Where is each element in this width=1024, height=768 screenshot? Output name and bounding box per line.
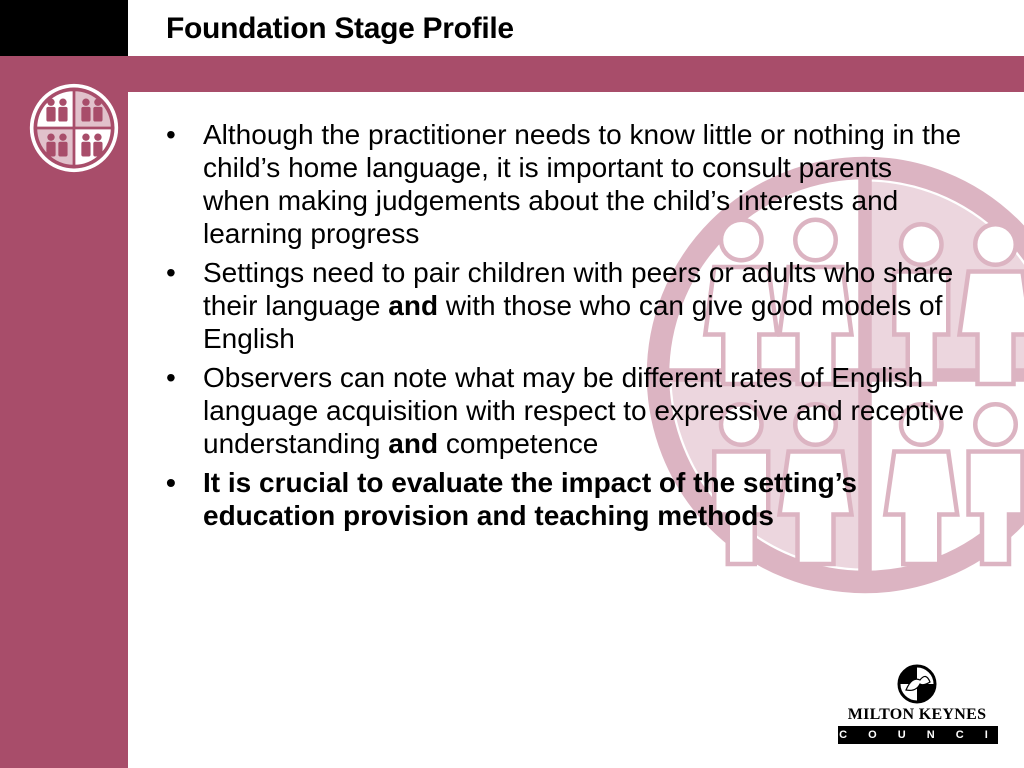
bullet-marker: •: [166, 257, 176, 288]
bullet-text: Although the practitioner needs to know little or nothing in the child’s home language, it is important to consult parents when making judgements about the child’s interests and learning progress: [203, 119, 962, 249]
bullet-item-2: [166, 256, 966, 355]
bullet-item-1: [166, 118, 966, 250]
bullet-item-3: [166, 361, 966, 460]
bullet-marker: •: [166, 119, 176, 150]
bullet-text: competence: [438, 428, 599, 459]
emphasis-and: and: [388, 290, 439, 321]
slide-title: Foundation Stage Profile: [166, 12, 514, 45]
council-label: C O U N C I L: [838, 726, 998, 744]
bullet-list: [166, 118, 966, 538]
emphasis-and: and: [388, 428, 439, 459]
bullet-text: with those who can give good models of English: [203, 290, 943, 354]
bullet-item-4: [166, 466, 966, 532]
bullet-marker: •: [166, 467, 176, 498]
family-circle-logo: [28, 82, 120, 174]
bullet-text: It is crucial to evaluate the impact of the setting’s education provision and teaching methods: [203, 467, 858, 531]
bullet-text: Settings need to pair children with peers or adults who share their language: [203, 257, 954, 321]
council-name: MILTON KEYNES: [847, 706, 987, 723]
header-black-block: [0, 0, 128, 56]
bullet-marker: •: [166, 362, 176, 393]
header-accent-band: [0, 56, 1024, 92]
bullet-text: Observers can note what may be different rates of English language acquisition with respect to expressive and receptive understanding: [203, 362, 965, 459]
